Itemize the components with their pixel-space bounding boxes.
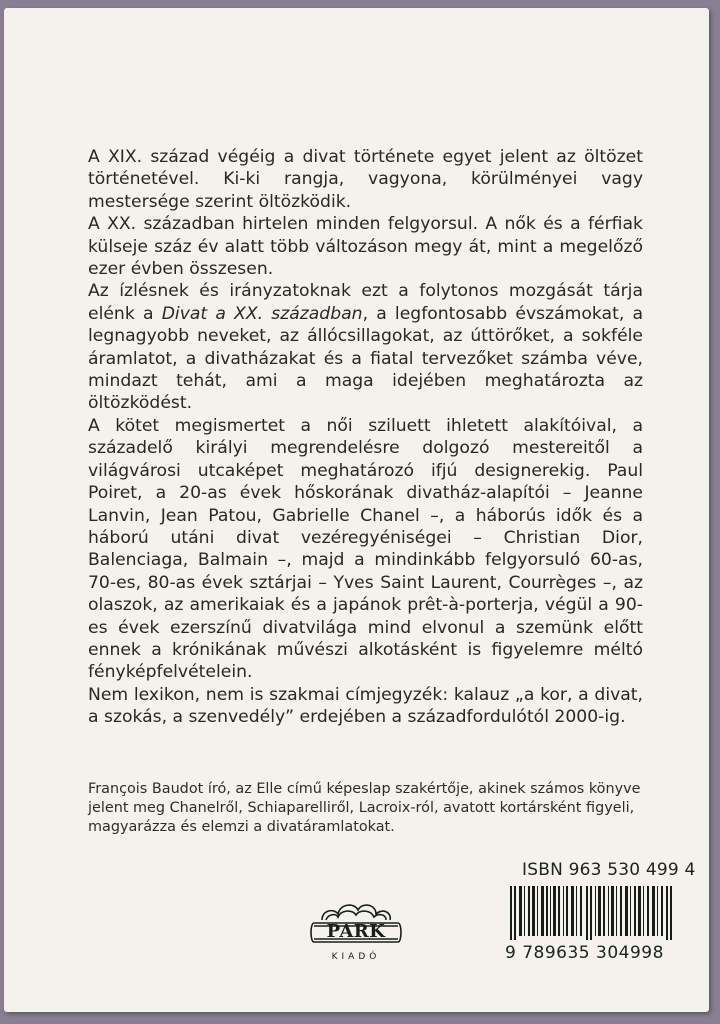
- blurb-paragraph-2: A XX. században hirtelen minden felgyorsul. A nők és a férfiak külseje száz év alatt több változáson megy át, mint a megelőző ezer évben összesen.: [88, 214, 643, 280]
- blurb-paragraph-1: A XIX. század végéig a divat története egyet jelent az öltözet történetével. Ki-ki rangja, vagyona, körülményei vagy mestersége szerint öltözködik.: [88, 147, 643, 212]
- barcode-digits: 9 789635 304998: [505, 943, 664, 963]
- barcode-icon: [510, 886, 672, 940]
- blurb-p3-end: , a legfontosabb évszámokat, a legnagyobb neveket, az állócsillagokat, az úttörőket, a sokféle áramlatot, a divatházakat és a fiatal tervezőket számba véve, mindazt tehát, ami a maga idejében meghatározta az öltözködést.: [88, 303, 644, 414]
- publisher-sub: KIADÓ: [331, 952, 381, 962]
- blurb: [88, 146, 643, 729]
- blurb-p3-start: Az ízlésnek és irányzatoknak ezt a folytonos mozgását tárja elénk a: [88, 281, 643, 324]
- blurb-paragraph-4: A kötet megismertet a női sziluett ihletett alakítóival, a századelő királyi megrendelésre dolgozó mestereitől a világvárosi utcaképet meghatározó ifjú designerekig. Paul Poiret, a 20-as évek hőskorának divatház-alapítói – Jeanne Lanvin, Jean Patou, Gabrielle Chanel –, a háborús idők és a háború utáni divat vezéregyéniségei – Christian Dior, Balenciaga, Balmain –, majd a mindinkább felgyorsuló 60-as, 70-es, 80-as évek sztárjai – Yves Saint Laurent, Courrèges –, az olaszok, az amerikaiak és a japánok prêt-à-porterja, végül a 90-es évek ezerszínű divatvilága mind elvonul a szemünk előtt ennek a krónikának művészi alkotásként is figyelemre méltó fényképfelvételein.: [88, 415, 643, 683]
- author-note: François Baudot író, az Elle című képeslap szakértője, akinek számos könyve jelent meg Chanelről, Schiaparelliről, Lacroix-ról, avatott kortársként figyeli, magyarázza és elemzi a divatáramlatokat.: [88, 781, 641, 835]
- isbn-label: ISBN 963 530 499 4: [522, 860, 696, 880]
- book-title: Divat a XX. században: [161, 303, 363, 324]
- publisher-name: PARK: [326, 921, 386, 942]
- blurb-paragraph-5: Nem lexikon, nem is szakmai címjegyzék: kalauz „a kor, a divat, a szokás, a szenvedély” erdejében a századfordulótól 2000-ig.: [88, 684, 643, 728]
- blurb-paragraph-3: [88, 280, 643, 414]
